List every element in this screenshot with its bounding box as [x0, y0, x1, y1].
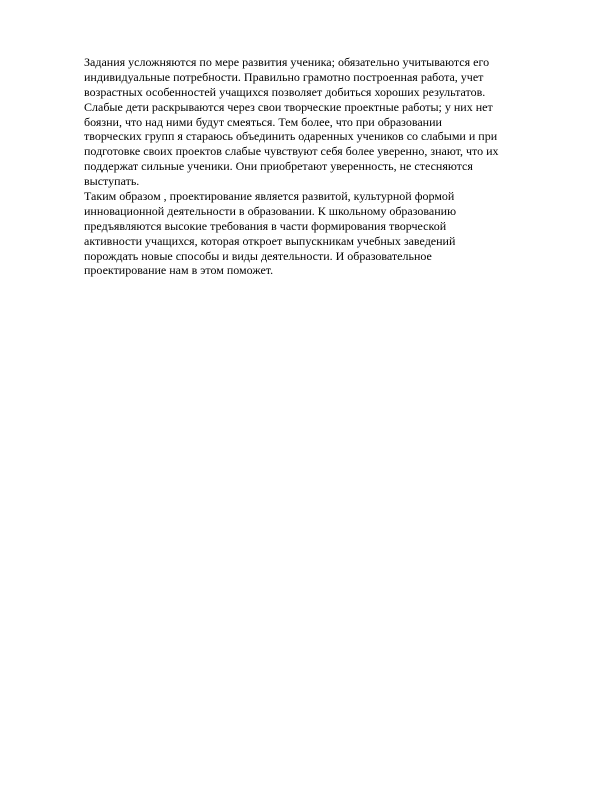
text-line: поддержат сильные ученики. Они приобретают уверенность, не стесняются — [84, 159, 473, 174]
text-line: Таким образом , проектирование является развитой, культурной формой — [84, 189, 455, 204]
text-line: предъявляются высокие требования в части формирования творческой — [84, 218, 447, 233]
body-text — [84, 55, 564, 278]
text-line: возрастных особенностей учащихся позволяет добиться хороших результатов. — [84, 84, 486, 99]
text-line: проектирование нам в этом поможет. — [84, 263, 274, 278]
text-line: выступать. — [84, 174, 140, 189]
text-line: порождать новые способы и виды деятельности. И образовательное — [84, 248, 432, 263]
text-line: творческих групп я стараюсь объединить одаренных учеников со слабыми и при — [84, 129, 498, 144]
text-line: подготовке своих проектов слабые чувствуют себя более уверенно, знают, что их — [84, 144, 499, 159]
text-line: активности учащихся, которая откроет выпускникам учебных заведений — [84, 233, 456, 248]
text-line: боязни, что над ними будут смеяться. Тем более, что при образовании — [84, 114, 442, 129]
text-line: Задания усложняются по мере развития ученика; обязательно учитываются его — [84, 55, 490, 69]
text-line: инновационной деятельности в образовании. К школьному образованию — [84, 203, 457, 218]
text-line: индивидуальные потребности. Правильно грамотно построенная работа, учет — [84, 69, 484, 84]
text-line: Слабые дети раскрываются через свои творческие проектные работы; у них нет — [84, 99, 493, 114]
